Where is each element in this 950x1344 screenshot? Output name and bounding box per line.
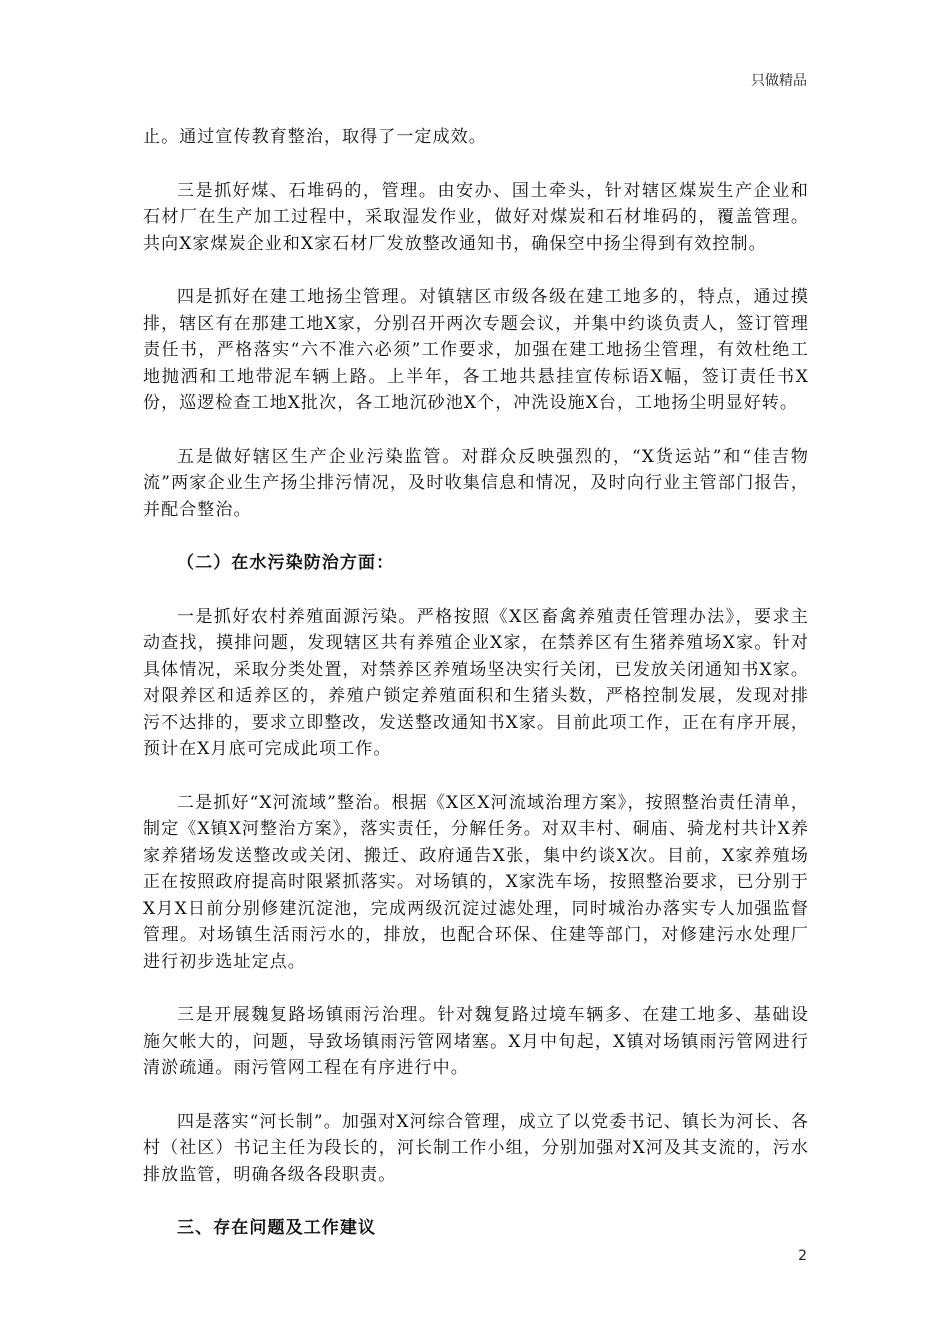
paragraph-coal-stone-management: 三是抓好煤、石堆码的，管理。由安办、国土牵头，针对辖区煤炭生产企业和石材厂在生产加工过程中，采取湿发作业，做好对煤炭和石材堆码的，覆盖管理。共向X家煤炭企业和X家石材厂发放整改通知书，确保空中扬尘得到有效控制。 <box>143 180 809 254</box>
paragraph-river-basin: 二是抓好“X河流域”整治。根据《X区X河流域治理方案》，按照整治责任清单，制定《X镇X河整治方案》，落实责任，分解任务。对双丰村、硐庙、骑龙村共计X养家养猪场发送整改或关闭、搬迁、政府通告X张，集中约谈X次。目前，X家养殖场正在按照政府提高时限紧抓落实。对场镇的，X家洗车场，按照整治要求，已分别于X月X日前分别修建沉淀池，完成两级沉淀过滤处理，同时城治办落实专人加强监督管理。对场镇生活雨污水的，排放，也配合环保、住建等部门，对修建污水处理厂进行初步选址定点。 <box>143 792 809 972</box>
paragraph-rain-sewage: 三是开展魏复路场镇雨污治理。针对魏复路过境车辆多、在建工地多、基础设施欠帐大的，问题，导致场镇雨污管网堵塞。X月中旬起，X镇对场镇雨污管网进行清淤疏通。雨污管网工程在有序进行中。 <box>143 1005 809 1078</box>
section-heading-problems: 三、存在问题及工作建议 <box>177 1218 377 1238</box>
paragraph-river-chief: 四是落实“河长制”。加强对X河综合管理，成立了以党委书记、镇长为河长、各村（社区）书记主任为段长的，河长制工作小组，分别加强对X河及其支流的，污水排放监管，明确各级各段职责。 <box>143 1111 809 1185</box>
section-heading-water-pollution: （二）在水污染防治方面： <box>177 553 395 573</box>
paragraph-rural-breeding: 一是抓好农村养殖面源污染。严格按照《X区畜禽养殖责任管理办法》，要求主动查找，摸排问题，发现辖区共有养殖企业X家，在禁养区有生猪养殖场X家。针对具体情况，采取分类处置，对禁养区养殖场坚决实行关闭，已发放关闭通知书X家。对限养区和适养区的，养殖户锁定养殖面积和生猪头数，严格控制发展，发现对排污不达排的，要求立即整改，发送整改通知书X家。目前此项工作，正在有序开展，预计在X月底可完成此项工作。 <box>143 606 809 759</box>
page-number: 2 <box>798 1248 807 1264</box>
paragraph-enterprise-pollution: 五是做好辖区生产企业污染监管。对群众反映强烈的，“X货运站”和“佳吉物流”两家企业生产扬尘排污情况，及时收集信息和情况，及时向行业主管部门报告，并配合整治。 <box>143 446 809 520</box>
paragraph-continuation: 止。通过宣传教育整治，取得了一定成效。 <box>143 127 487 147</box>
document-body <box>143 124 809 1242</box>
paragraph-construction-dust: 四是抓好在建工地扬尘管理。对镇辖区市级各级在建工地多的，特点，通过摸排，辖区有在那建工地X家，分别召开两次专题会议，并集中约谈负责人，签订管理责任书，严格落实“六不准六必须”工作要求，加强在建工地扬尘管理，有效杜绝工地抛洒和工地带泥车辆上路。上半年，各工地共悬挂宣传标语X幅，签订责任书X份，巡逻检查工地X批次，各工地沉砂池X个，冲洗设施X台，工地扬尘明显好转。 <box>143 287 809 413</box>
header-note: 只做精品 <box>751 73 807 89</box>
